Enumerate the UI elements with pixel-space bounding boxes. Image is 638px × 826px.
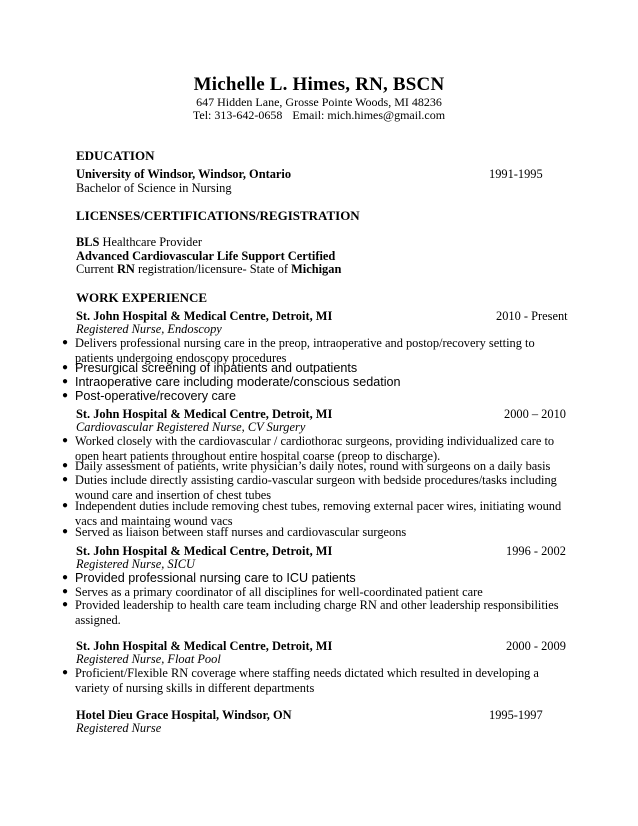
bls-detail: Healthcare Provider (99, 235, 202, 249)
job-dates: 1996 - 2002 (506, 544, 566, 558)
job-employer: St. John Hospital & Medical Centre, Detroit, MI (76, 309, 333, 323)
bullet-dot: ● (62, 460, 69, 471)
phone: Tel: 313-642-0658 (192, 108, 283, 122)
contact-line (0, 108, 638, 123)
job-employer: St. John Hospital & Medical Centre, Detroit, MI (76, 544, 333, 558)
rn-state: Michigan (291, 262, 342, 276)
job-title: Registered Nurse (76, 721, 162, 735)
job-employer: St. John Hospital & Medical Centre, Detroit, MI (76, 407, 333, 421)
bullet-dot: ● (62, 572, 69, 583)
bullet-dot: ● (62, 526, 69, 537)
bullet-dot: ● (62, 362, 69, 373)
job-bullet: ● Provided leadership to health care team including charge RN and other leadership responsibilities assigned. (62, 598, 559, 627)
bullet-dot: ● (62, 376, 69, 387)
job-bullet: ● Daily assessment of patients, write physician’s daily notes, round with surgeons on a daily basis (62, 459, 551, 473)
bullet-dot: ● (62, 500, 69, 511)
bullet-dot: ● (62, 474, 69, 485)
bullet-dot: ● (62, 390, 69, 401)
licenses-heading: LICENSES/CERTIFICATIONS/REGISTRATION (76, 208, 360, 223)
bullet-dot: ● (62, 586, 69, 597)
address: 647 Hidden Lane, Grosse Pointe Woods, MI 48236 (196, 95, 442, 109)
job-bullet: ● Duties include directly assisting cardio-vascular surgeon with bedside procedures/tasks including wound care and insertion of chest tubes (62, 473, 557, 502)
job-title: Registered Nurse, Float Pool (76, 652, 221, 666)
job-bullet: ● Served as liaison between staff nurses and cardiovascular surgeons (62, 525, 407, 539)
job-bullet: ● Intraoperative care including moderate/conscious sedation (62, 375, 401, 389)
rn-mid: registration/licensure- State of (134, 262, 292, 276)
bullet-dot: ● (62, 435, 69, 446)
job-dates: 2000 - 2009 (506, 639, 566, 653)
job-dates: 2010 - Present (496, 309, 568, 323)
job-bullet: ● Independent duties include removing chest tubes, removing external pacer wires, initiating wound vacs and maintaing wound vacs (62, 499, 562, 528)
rn-label: RN (116, 262, 135, 276)
bls-label: BLS (76, 235, 100, 249)
license-acls: Advanced Cardiovascular Life Support Certified (76, 249, 336, 263)
job-bullet: ● Delivers professional nursing care in the preop, intraoperative and postop/recovery setting to patients undergoing endoscopy procedures (62, 336, 535, 365)
job-bullet: ● Post-operative/recovery care (62, 389, 236, 403)
education-school: University of Windsor, Windsor, Ontario (76, 167, 292, 181)
job-bullet: ● Presurgical screening of inpatients and outpatients (62, 361, 358, 375)
email: Email: mich.himes@gmail.com (292, 108, 446, 122)
job-bullet: ● Proficient/Flexible RN coverage where staffing needs dictated which resulted in developing a variety of nursing skills in different departments (62, 666, 539, 695)
job-title: Registered Nurse, Endoscopy (76, 322, 222, 336)
bullet-dot: ● (62, 667, 69, 678)
bullet-dot: ● (62, 337, 69, 348)
job-title: Cardiovascular Registered Nurse, CV Surgery (76, 420, 306, 434)
job-bullet: ● Worked closely with the cardiovascular / cardiothorac surgeons, providing individualized care to open heart patients throughout entire hospital coarse (preop to discharge). (62, 434, 555, 463)
job-employer: Hotel Dieu Grace Hospital, Windsor, ON (76, 708, 292, 722)
job-bullet: ● Provided professional nursing care to ICU patients (62, 571, 356, 585)
rn-pre: Current (76, 262, 117, 276)
job-employer: St. John Hospital & Medical Centre, Detroit, MI (76, 639, 333, 653)
applicant-name: Michelle L. Himes, RN, BSCN (193, 74, 445, 95)
education-heading: EDUCATION (76, 148, 155, 163)
job-dates: 1995-1997 (489, 708, 543, 722)
job-dates: 2000 – 2010 (504, 407, 566, 421)
education-dates: 1991-1995 (489, 167, 543, 181)
job-bullet: ● Serves as a primary coordinator of all disciplines for well-coordinated patient care (62, 585, 483, 599)
education-degree: Bachelor of Science in Nursing (76, 181, 232, 195)
bullet-dot: ● (62, 599, 69, 610)
license-bls (76, 235, 202, 250)
license-rn (76, 262, 341, 277)
work-heading: WORK EXPERIENCE (76, 290, 208, 305)
job-title: Registered Nurse, SICU (76, 557, 195, 571)
